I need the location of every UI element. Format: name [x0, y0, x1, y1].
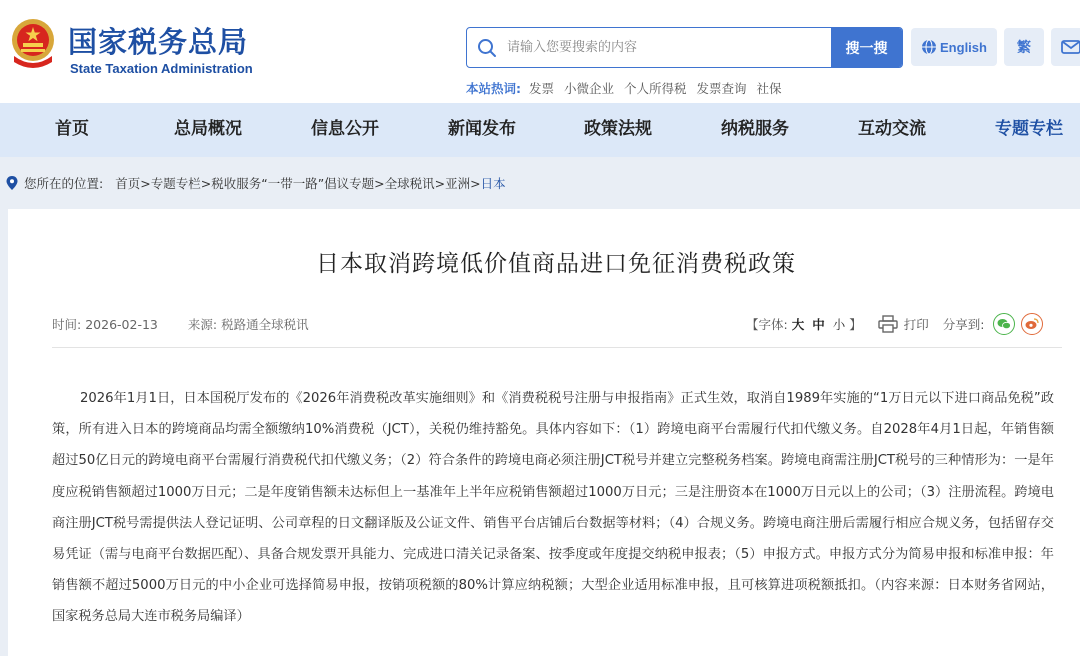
- breadcrumb-separator: >: [140, 175, 151, 191]
- hot-word-link[interactable]: 发票查询: [696, 81, 747, 96]
- article-source-label: 来源:: [187, 317, 218, 332]
- article-source: [188, 317, 309, 332]
- share-label: 分享到:: [942, 317, 985, 332]
- publish-time-label: 时间:: [52, 317, 82, 332]
- nav-item-policy[interactable]: 政策法规: [584, 119, 652, 139]
- location-pin-icon: [6, 176, 18, 190]
- printer-icon: [878, 315, 898, 333]
- breadcrumb-current: 日本: [480, 176, 506, 191]
- article-title: 日本取消跨境低价值商品进口免征消费税政策: [316, 251, 796, 277]
- breadcrumb-link[interactable]: 首页: [115, 176, 141, 191]
- font-size-open: 【字体:: [746, 317, 788, 332]
- search-icon: [476, 37, 498, 59]
- breadcrumb-label: 您所在的位置:: [24, 176, 104, 191]
- article-panel: [8, 209, 1080, 656]
- article-tools: [746, 312, 1049, 336]
- site-logo-subtitle: State Taxation Administration: [70, 61, 253, 76]
- hot-word-link[interactable]: 社保: [756, 81, 782, 96]
- print-label: 打印: [903, 317, 929, 332]
- breadcrumb-separator: >: [470, 175, 481, 191]
- share-wechat-button[interactable]: [993, 313, 1015, 335]
- nav-item-news[interactable]: 新闻发布: [448, 119, 516, 139]
- share-weibo-button[interactable]: [1021, 313, 1043, 335]
- nav-item-home[interactable]: 首页: [55, 119, 89, 139]
- breadcrumb-separator: >: [434, 175, 446, 191]
- article-meta: [52, 315, 335, 333]
- article-body: 2026年1月1日，日本国税厅发布的《2026年消费税改革实施细则》和《消费税税号注册与申报指南》正式生效，取消自1989年实施的“1万日元以下进口商品免税”政策，所有进入日本的跨境商品均需全额缴纳10%消费税（JCT），关税仍维持豁免。具体内容如下：（1）跨境电商平台需履行代扣代缴义务。自2028年4月1日起，年销售额超过50亿日元的跨境电商平台需履行消费税代扣代缴义务；（2）符合条件的跨境电商必须注册JCT税号并建立完整税务档案。跨境电商需注册JCT税号的三种情形为：一是年度应税销售额超过1000万日元；二是年度销售额未达标但上一基准年上半年应税销售额超过1000万日元；三是注册资本在1000万日元以上的公司；（3）注册流程。跨境电商注册JCT税号需提供法人登记证明、公司章程的日文翻译版及公证文件、销售平台店铺后台数据等材料；（4）合规义务。跨境电商注册后需履行相应合规义务，包括留存交易凭证（需与电商平台数据匹配）、具备合规发票开具能力、完成进口清关记录备案、按季度或年度提交纳税申报表；（5）申报方式。申报方式分为简易申报和标准申报：年销售额不超过5000万日元的中小企业可选择简易申报，按销项税额的80%计算应纳税额；大型企业适用标准申报，且可核算进项税额抵扣。（内容来源：日本财务省网站，国家税务总局大连市税务局编译）: [52, 391, 1054, 625]
- wechat-icon: [997, 318, 1011, 330]
- nav-item-overview[interactable]: 总局概况: [174, 119, 242, 139]
- font-size-large[interactable]: 大: [791, 317, 805, 332]
- hot-words: [466, 79, 788, 97]
- hot-word-link[interactable]: 发票: [528, 81, 554, 96]
- nav-item-info[interactable]: 信息公开: [311, 119, 379, 139]
- search-button[interactable]: 搜一搜: [831, 28, 902, 67]
- mail-button[interactable]: [1051, 28, 1080, 66]
- globe-icon: [921, 39, 937, 55]
- hot-word-link[interactable]: 小微企业: [563, 81, 614, 96]
- site-logo-title[interactable]: 国家税务总局: [68, 25, 249, 59]
- font-size-small[interactable]: 小: [832, 317, 846, 332]
- publish-time: [52, 317, 158, 332]
- hot-word-link[interactable]: 个人所得税: [623, 81, 687, 96]
- breadcrumb-link[interactable]: 全球税讯: [384, 176, 435, 191]
- nav-item-special[interactable]: 专题专栏: [995, 119, 1063, 139]
- search-bar: [466, 27, 903, 68]
- english-button[interactable]: [911, 28, 997, 66]
- breadcrumb-separator: >: [200, 175, 212, 191]
- traditional-chinese-button[interactable]: 繁: [1004, 28, 1044, 66]
- breadcrumb-separator: >: [374, 175, 385, 191]
- mail-icon: [1061, 39, 1080, 55]
- hot-words-label: 本站热词:: [466, 81, 521, 96]
- meta-divider: [52, 347, 1062, 348]
- weibo-icon: [1025, 318, 1039, 330]
- font-size-switcher: [746, 315, 862, 333]
- nav-item-service[interactable]: 纳税服务: [721, 119, 789, 139]
- site-header: [0, 0, 1080, 103]
- breadcrumb: [6, 174, 506, 192]
- breadcrumb-link[interactable]: 亚洲: [445, 176, 471, 191]
- article-source-value: 税路通全球税讯: [221, 317, 309, 332]
- nav-item-interaction[interactable]: 互动交流: [858, 119, 926, 139]
- publish-time-value: 2026-02-13: [85, 317, 158, 332]
- font-size-medium[interactable]: 中: [812, 317, 825, 332]
- search-input[interactable]: [507, 28, 827, 67]
- breadcrumb-bar: [0, 157, 1080, 209]
- breadcrumb-link[interactable]: 税收服务“一带一路”倡议专题: [211, 176, 375, 191]
- font-size-close: 】: [849, 317, 862, 332]
- print-button[interactable]: [878, 315, 929, 333]
- english-label: English: [940, 39, 987, 55]
- national-emblem-icon: [8, 16, 58, 68]
- main-nav: [0, 103, 1080, 157]
- breadcrumb-link[interactable]: 专题专栏: [150, 176, 201, 191]
